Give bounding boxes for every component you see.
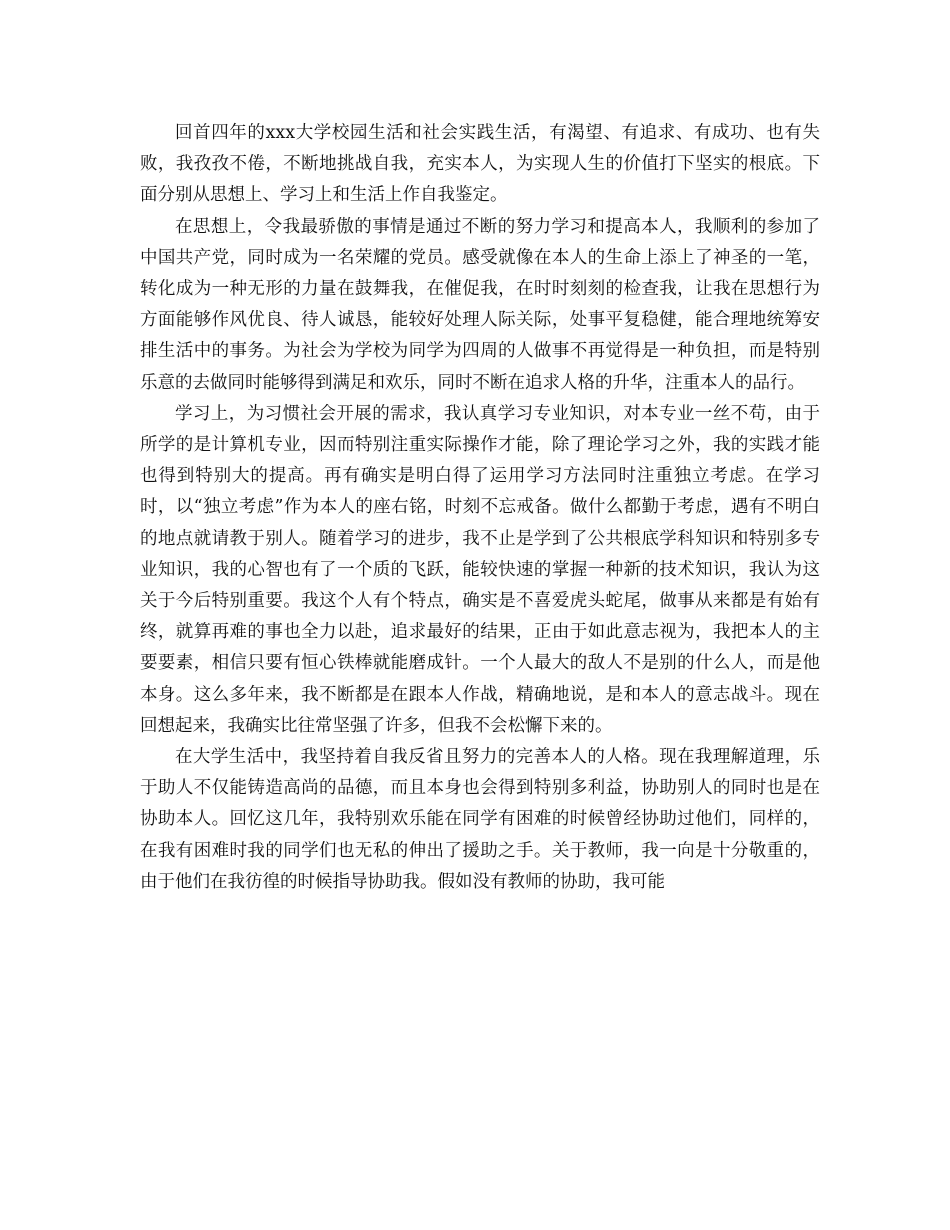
paragraph-intro: 回首四年的xxx大学校园生活和社会实践生活，有渴望、有追求、有成功、也有失败，我孜孜不倦，不断地挑战自我，充实本人，为实现人生的价值打下坚实的根底。下面分别从思想上、学习上和生活上作自我鉴定。 [140,123,820,206]
paragraph-study: 学习上，为习惯社会开展的需求，我认真学习专业知识，对本专业一丝不苟，由于所学的是计算机专业，因而特别注重实际操作才能，除了理论学习之外，我的实践才能也得到特别大的提高。再有确实是明白得了运用学习方法同时注重独立考虑。在学习时，以“独立考虑”作为本人的座右铭，时刻不忘戒备。做什么都勤于考虑，遇有不明白的地点就请教于别人。随着学习的进步，我不止是学到了公共根底学科知识和特别多专业知识，我的心智也有了一个质的飞跃，能较快速的掌握一种新的技术知识，我认为这关于今后特别重要。我这个人有个特点，确实是不喜爱虎头蛇尾，做事从来都是有始有终，就算再难的事也全力以赴，追求最好的结果，正由于如此意志视为，我把本人的主要要素，相信只要有恒心铁棒就能磨成针。一个人最大的敌人不是别的什么人，而是他本身。这么多年来，我不断都是在跟本人作战，精确地说，是和本人的意志战斗。现在回想起来，我确实比往常坚强了许多，但我不会松懈下来的。 [140,403,820,736]
document-body [140,118,820,898]
paragraph-life: 在大学生活中，我坚持着自我反省且努力的完善本人的人格。现在我理解道理，乐于助人不仅能铸造高尚的品德，而且本身也会得到特别多利益，协助别人的同时也是在协助本人。回忆这几年，我特别欢乐能在同学有困难的时候曾经协助过他们，同样的，在我有困难时我的同学们也无私的伸出了援助之手。关于教师，我一向是十分敬重的，由于他们在我彷徨的时候指导协助我。假如没有教师的协助，我可能 [140,747,820,892]
paragraph-thought: 在思想上，令我最骄傲的事情是通过不断的努力学习和提高本人，我顺利的参加了中国共产党，同时成为一名荣耀的党员。感受就像在本人的生命上添上了神圣的一笔，转化成为一种无形的力量在鼓舞我，在催促我，在时时刻刻的检查我，让我在思想行为方面能够作风优良、待人诚恳，能较好处理人际关际，处事平复稳健，能合理地统筹安排生活中的事务。为社会为学校为同学为四周的人做事不再觉得是一种负担，而是特别乐意的去做同时能够得到满足和欢乐，同时不断在追求人格的升华，注重本人的品行。 [140,216,820,393]
